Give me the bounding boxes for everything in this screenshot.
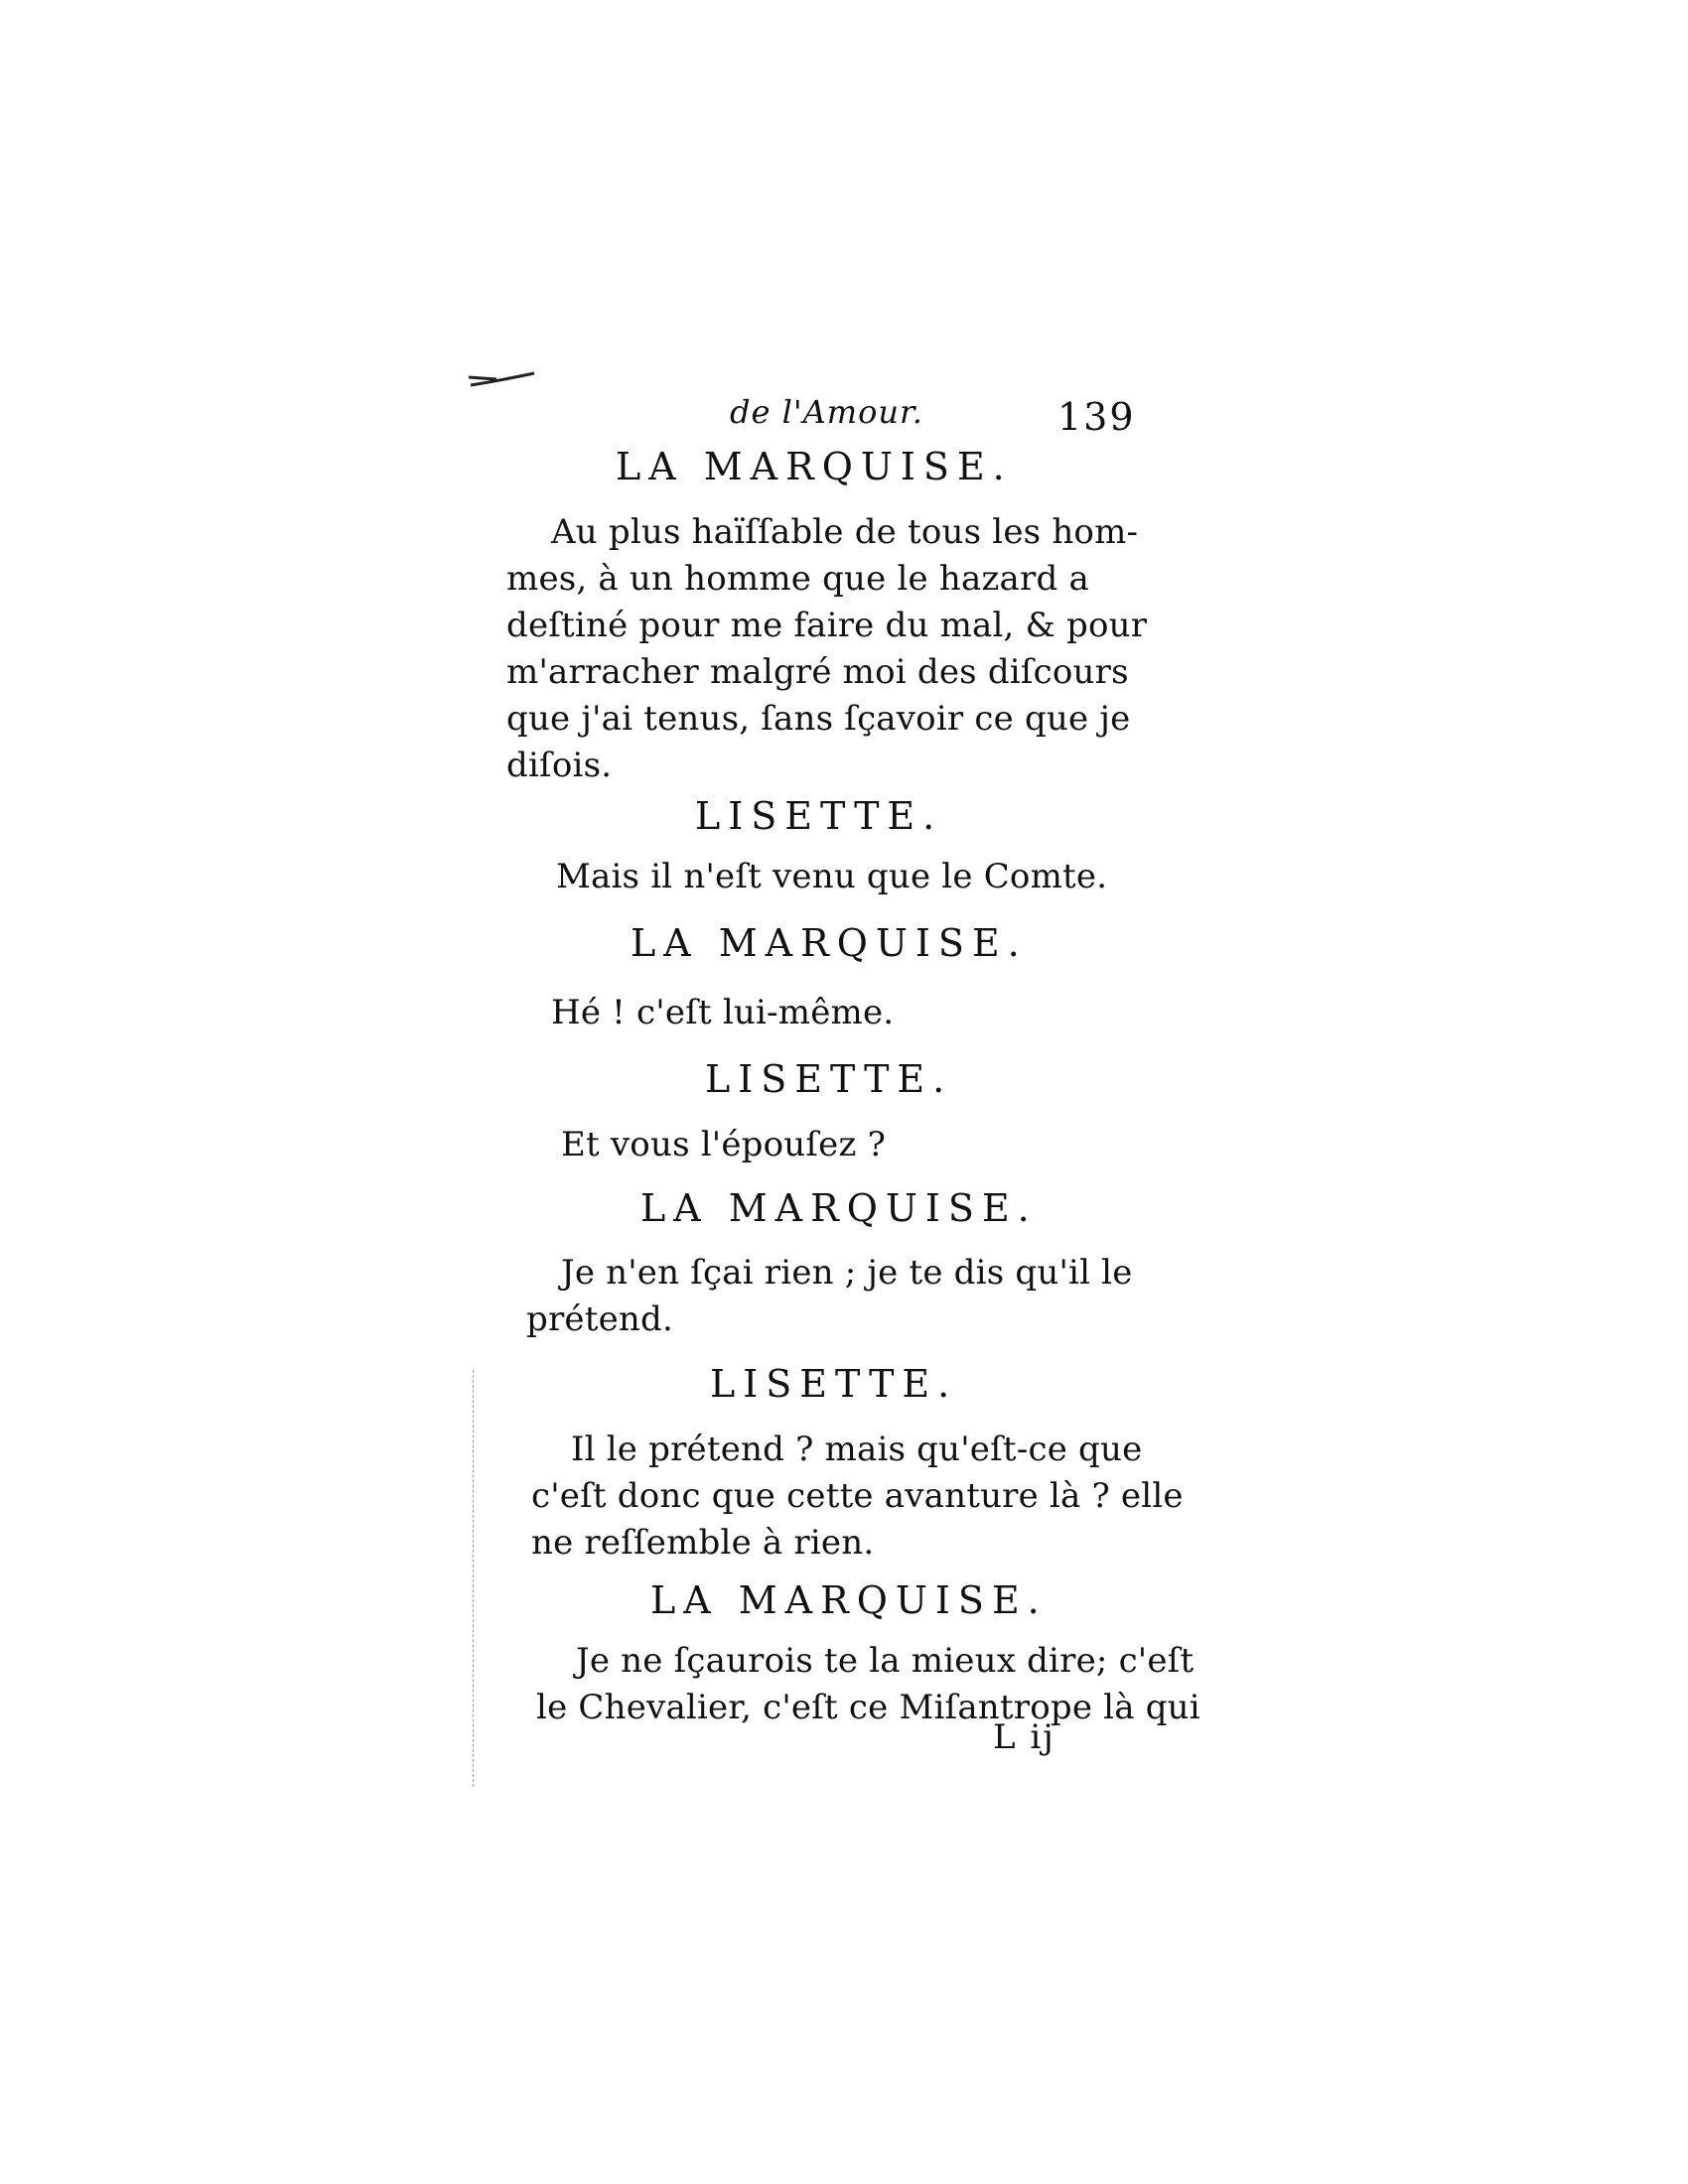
speech-line: Mais il n'eſt venu que le Comte.	[556, 857, 1108, 896]
margin-stroke-mark	[467, 367, 536, 397]
speech-line: mes, à un homme que le hazard a	[506, 559, 1089, 599]
speaker-heading: LISETTE.	[705, 1057, 953, 1101]
speaker-heading: LISETTE.	[710, 1362, 958, 1406]
speech-line: Je n'en ſçai rien ; je te dis qu'il le	[561, 1253, 1133, 1293]
speaker-heading: LA MARQUISE.	[650, 1578, 1048, 1622]
speaker-heading: LISETTE.	[695, 794, 943, 838]
speech-line: c'eſt donc que cette avanture là ? elle	[531, 1476, 1184, 1516]
page-edge-mark	[473, 1370, 478, 1787]
speech-line: Il le prétend ? mais qu'eſt-ce que	[571, 1430, 1143, 1469]
speech-line: deſtiné pour me faire du mal, & pour	[506, 606, 1148, 645]
speech-line: Au plus haïſſable de tous les hom-	[551, 512, 1139, 552]
speech-line: que j'ai tenus, ſans ſçavoir ce que je	[506, 699, 1131, 739]
speech-line: diſois.	[506, 746, 613, 785]
speech-line: prétend.	[526, 1299, 673, 1339]
speech-line: le Chevalier, c'eſt ce Miſantrope là qui	[536, 1688, 1200, 1727]
speech-line: Hé ! c'eſt lui-même.	[551, 993, 895, 1032]
speech-line: m'arracher malgré moi des diſcours	[506, 652, 1129, 692]
speech-line: ne reſſemble à rien.	[531, 1523, 875, 1563]
page-number: 139	[1057, 395, 1136, 439]
signature-mark: L ij	[993, 1717, 1055, 1757]
speech-line: Et vous l'épouſez ?	[561, 1125, 887, 1164]
speaker-heading: LA MARQUISE.	[640, 1186, 1038, 1230]
speech-line: Je ne ſçaurois te la mieux dire; c'eſt	[576, 1641, 1195, 1681]
running-title: de l'Amour.	[730, 393, 923, 431]
speaker-heading: LA MARQUISE.	[616, 445, 1013, 488]
speaker-heading: LA MARQUISE.	[631, 921, 1028, 965]
